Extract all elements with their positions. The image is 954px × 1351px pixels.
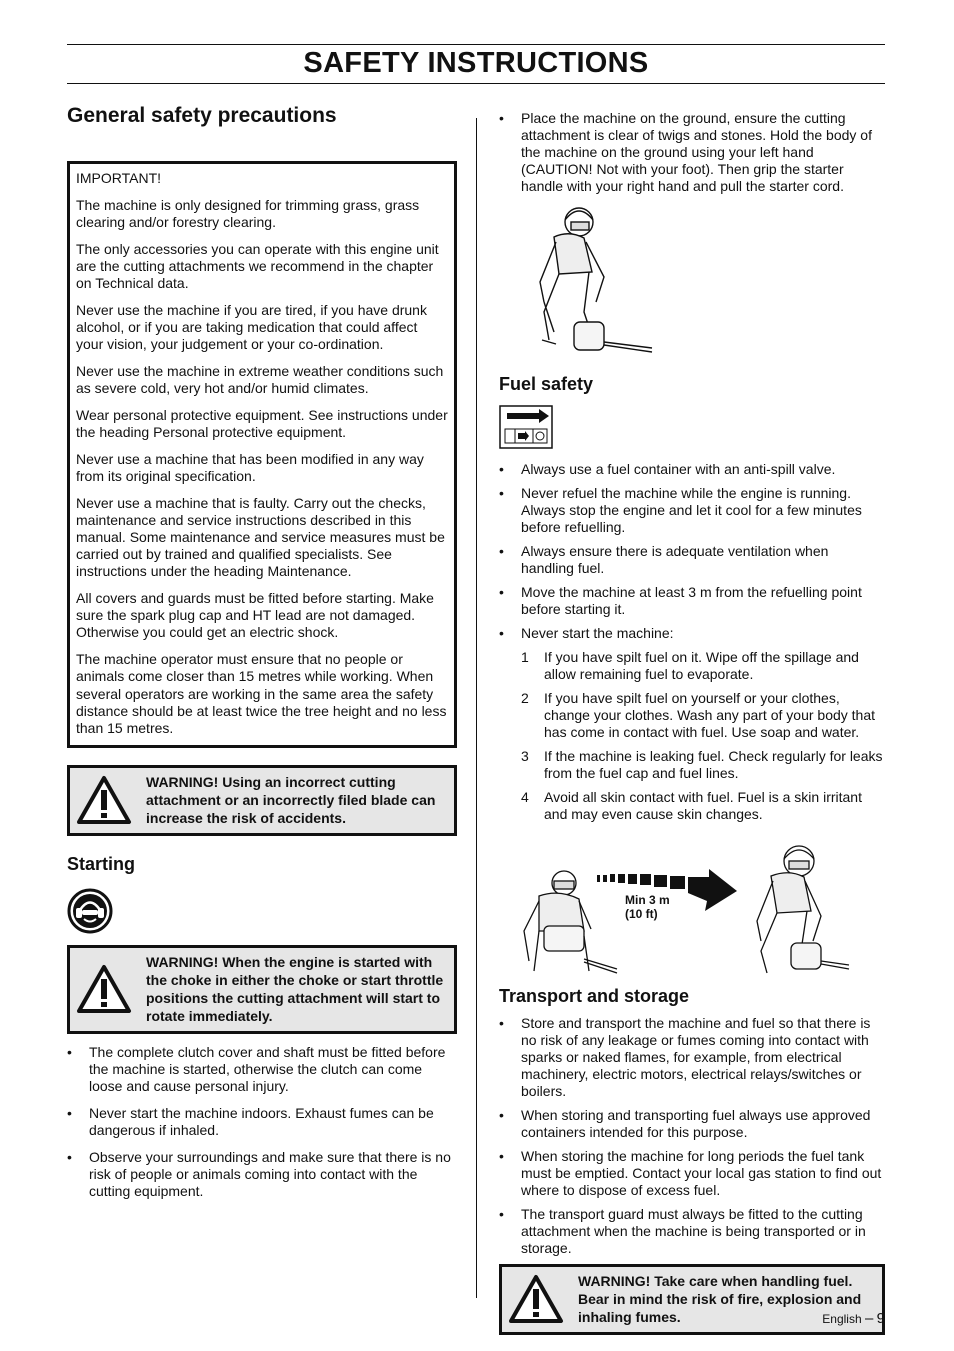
- refuel-distance-illustration: [499, 831, 859, 976]
- list-item: • Never start the machine indoors. Exhaust fumes can be dangerous if inhaled.: [67, 1105, 457, 1139]
- list-item: • Move the machine at least 3 m from the refuelling point before starting it.: [499, 584, 885, 618]
- distance-label: [625, 893, 670, 921]
- warning-text: WARNING! Take care when handling fuel. Bear in mind the risk of fire, explosion and inhaling fumes.: [578, 1273, 862, 1325]
- warning-triangle-icon: [508, 1274, 564, 1324]
- section-heading-general-safety: General safety precautions: [67, 104, 337, 127]
- important-paragraph: The machine is only designed for trimming grass, grass clearing and/or forestry clearing.: [76, 196, 420, 230]
- important-paragraph: Never use a machine that is faulty. Carry out the checks, maintenance and service instructions described in this manual. Some maintenance and service measures must be carried out by trained and qualified specialists. See instructions under the heading Maintenance.: [76, 494, 445, 580]
- transport-storage-list: [499, 1015, 885, 1257]
- page-header: [67, 44, 885, 84]
- list-item: • Never refuel the machine while the engine is running. Always stop the engine and let it cool for a few minutes before refuelling.: [499, 485, 885, 536]
- important-paragraph: Never use a machine that has been modified in any way from its original specification.: [76, 450, 424, 484]
- section-heading-starting: Starting: [67, 854, 136, 875]
- item-number: 2: [521, 690, 529, 706]
- list-item: • The complete clutch cover and shaft must be fitted before the machine is started, otherwise the clutch can come loose and cause personal injury.: [67, 1044, 457, 1095]
- right-column: [499, 110, 885, 1335]
- important-label: IMPORTANT!: [76, 170, 162, 186]
- section-heading-fuel-safety: Fuel safety: [499, 374, 594, 394]
- item-text: If you have spilt fuel on it. Wipe off the spillage and allow remaining fuel to evaporate.: [544, 649, 859, 682]
- important-paragraph: All covers and guards must be fitted before starting. Make sure the spark plug cap and HT lead are not damaged. Otherwise you could get an electric shock.: [76, 590, 434, 641]
- list-item: • Place the machine on the ground, ensure the cutting attachment is clear of twigs and stones. Hold the body of the machine on the ground using your left hand (CAUTION! Not with your foot). Then grip the starter handle with your right hand and pull the starter cord.: [499, 110, 885, 195]
- page-title: SAFETY INSTRUCTIONS: [303, 47, 649, 79]
- warning-triangle-icon: [76, 964, 132, 1014]
- important-box: [67, 161, 457, 748]
- item-number: 4: [521, 789, 529, 805]
- warning-triangle-icon: [76, 775, 132, 825]
- page-footer: [822, 1310, 885, 1327]
- list-item: • When storing the machine for long periods the fuel tank must be emptied. Contact your local gas station to find out where to dispose of excess fuel.: [499, 1148, 885, 1199]
- item-text: Avoid all skin contact with fuel. Fuel is a skin irritant and may even cause skin changes.: [544, 789, 862, 822]
- refuel-distance-drawing: [499, 831, 859, 976]
- warning-text: WARNING! When the engine is started with the choke in either the choke or start throttle positions the cutting attachment will start to rotate immediately.: [146, 954, 444, 1025]
- page-number: 9: [876, 1310, 885, 1327]
- list-item: • Observe your surroundings and make sure that there is no risk of people or animals coming into contact with the cutting equipment.: [67, 1149, 457, 1200]
- column-divider: [476, 118, 477, 1298]
- important-paragraph: Never use the machine if you are tired, if you have drunk alcohol, or if you are taking medication that could affect your vision, your judgement or your co-ordination.: [76, 301, 427, 353]
- item-text: If you have spilt fuel on yourself or your clothes, change your clothes. Wash any part of your body that has come in contact with fuel. Use soap and water.: [544, 690, 876, 740]
- list-item: • The transport guard must always be fitted to the cutting attachment when the machine is being transported or in storage.: [499, 1206, 885, 1257]
- left-column: [67, 104, 457, 1207]
- starting-bullet-list: [67, 1044, 457, 1200]
- list-item: [521, 789, 885, 823]
- item-number: 3: [521, 748, 529, 764]
- footer-language: English: [822, 1312, 862, 1326]
- important-paragraph: Wear personal protective equipment. See instructions under the heading Personal protective equipment.: [76, 406, 448, 440]
- list-item: • Always use a fuel container with an anti-spill valve.: [499, 461, 885, 478]
- fuel-safety-list: [499, 461, 885, 642]
- list-item: • When storing and transporting fuel always use approved containers intended for this purpose.: [499, 1107, 885, 1141]
- list-item: • Never start the machine:: [499, 625, 885, 642]
- list-item: [521, 649, 885, 683]
- item-text: If the machine is leaking fuel. Check regularly for leaks from the fuel cap and fuel lines.: [544, 748, 883, 781]
- start-instruction-list: [499, 110, 885, 195]
- important-paragraph: The machine operator must ensure that no people or animals come closer than 15 metres while working. When several operators are working in the same area the safety distance should be at least twice the tree height and no less than 15 metres.: [76, 651, 447, 736]
- important-paragraph: Never use the machine in extreme weather conditions such as severe cold, very hot and/or humid climates.: [76, 362, 444, 397]
- list-item: [521, 690, 885, 741]
- list-item: • Always ensure there is adequate ventilation when handling fuel.: [499, 543, 885, 577]
- item-number: 1: [521, 649, 529, 665]
- footer-dash: –: [864, 1310, 874, 1327]
- ear-eye-protection-icon: [67, 888, 113, 934]
- warning-box-choke: [67, 945, 457, 1034]
- important-paragraph: The only accessories you can operate with this engine unit are the cutting attachments we recommend in the chapter on Technical data.: [76, 240, 439, 292]
- list-item: [521, 748, 885, 782]
- fuel-numbered-list: [499, 649, 885, 823]
- distance-label-imperial: (10 ft): [625, 907, 658, 921]
- starting-illustration: [514, 202, 654, 362]
- refuel-distance-icon: [499, 405, 553, 449]
- distance-label-metric: Min 3 m: [625, 893, 670, 907]
- list-item: • Store and transport the machine and fuel so that there is no risk of any leakage or fumes coming into contact with sparks or naked flames, for example, from electrical machinery, electric motors, electrical relays/switches or boilers.: [499, 1015, 885, 1100]
- warning-text: WARNING! Using an incorrect cutting attachment or an incorrectly filed blade can increase the risk of accidents.: [146, 774, 436, 827]
- warning-box-cutting-attachment: [67, 765, 457, 836]
- section-heading-transport-storage: Transport and storage: [499, 986, 690, 1006]
